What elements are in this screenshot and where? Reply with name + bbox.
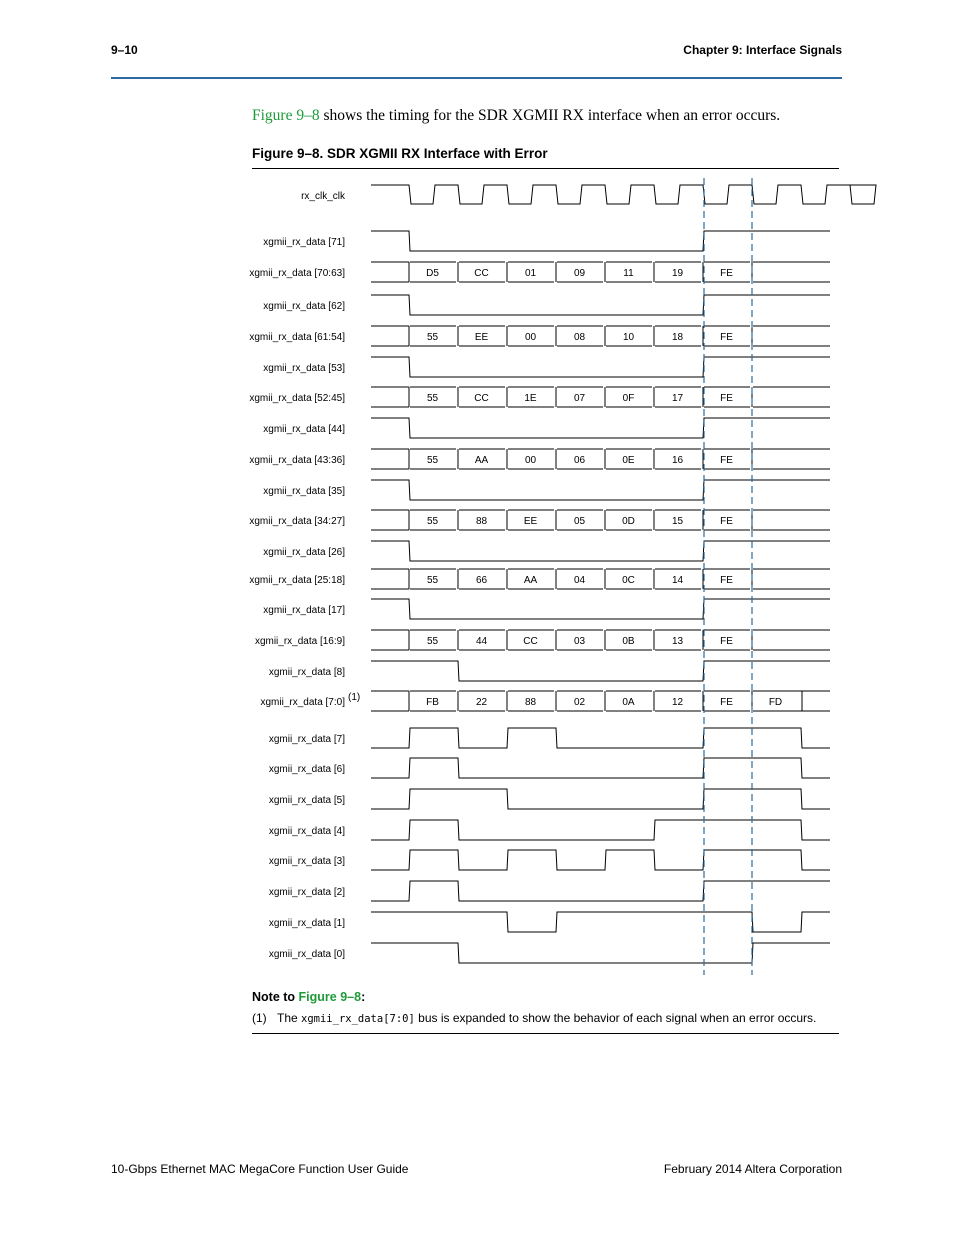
bit-waveform <box>371 943 830 963</box>
bus-value: 88 <box>524 697 537 708</box>
signal-label: xgmii_rx_data [62] <box>263 301 345 312</box>
bus-value: FE <box>720 332 733 343</box>
bus-value: 17 <box>671 393 684 404</box>
bus-value: 55 <box>426 575 439 586</box>
bit-waveform <box>371 295 830 315</box>
signal-label: xgmii_rx_data [34:27] <box>249 516 345 527</box>
bus-value: 1E <box>524 393 537 404</box>
note-code: xgmii_rx_data[7:0] <box>301 1013 415 1025</box>
bus-value: 66 <box>475 575 488 586</box>
bus-value: 0C <box>622 575 635 586</box>
signal-label: xgmii_rx_data [1] <box>268 918 345 929</box>
bit-waveform <box>371 850 830 870</box>
bus-value: 19 <box>671 268 684 279</box>
signal-label: xgmii_rx_data [25:18] <box>249 575 345 586</box>
signal-label: xgmii_rx_data [16:9] <box>254 636 345 647</box>
signal-label: xgmii_rx_data [7] <box>268 734 345 745</box>
bus-value: 01 <box>524 268 537 279</box>
bus-value: 55 <box>426 516 439 527</box>
bus-value: 14 <box>671 575 684 586</box>
signal-label: xgmii_rx_data [43:36] <box>249 455 345 466</box>
bus-value: FE <box>720 455 733 466</box>
page-number: 9–10 <box>111 43 138 57</box>
bus-value: 55 <box>426 455 439 466</box>
signal-label: xgmii_rx_data [70:63] <box>249 268 345 279</box>
chapter-title: Chapter 9: Interface Signals <box>683 43 842 57</box>
bus-value: 0E <box>622 455 635 466</box>
bit-waveform <box>371 541 830 561</box>
note-bottom-rule <box>252 1033 839 1034</box>
bus-value: 15 <box>671 516 684 527</box>
bus-value: 12 <box>671 697 684 708</box>
bit-waveform <box>371 789 830 809</box>
footer-guide-title: 10-Gbps Ethernet MAC MegaCore Function User Guide <box>111 1162 409 1176</box>
bit-waveform <box>371 231 830 251</box>
signal-label: xgmii_rx_data [0] <box>268 949 345 960</box>
signal-label: xgmii_rx_data [5] <box>268 795 345 806</box>
bus-value: AA <box>474 455 489 466</box>
intro-text: shows the timing for the SDR XGMII RX interface when an error occurs. <box>319 107 781 124</box>
note-figure-link[interactable]: Figure 9–8 <box>298 990 362 1004</box>
bus-value: D5 <box>426 268 439 279</box>
signal-label: xgmii_rx_data [4] <box>268 826 345 837</box>
bus-value: FE <box>720 393 733 404</box>
bus-value: 13 <box>671 636 684 647</box>
footer-date-company: February 2014 Altera Corporation <box>663 1162 842 1176</box>
bus-value: 00 <box>524 455 537 466</box>
bit-waveform <box>371 758 830 778</box>
signal-label: xgmii_rx_data [2] <box>268 887 345 898</box>
bus-value: FD <box>768 697 783 708</box>
bus-value: AA <box>523 575 538 586</box>
bus-value: FE <box>720 636 733 647</box>
bus-value: CC <box>474 268 489 279</box>
bus-value: 16 <box>671 455 684 466</box>
bit-waveform <box>371 728 830 748</box>
note-title-suffix: : <box>361 990 366 1004</box>
bus-value: 22 <box>475 697 488 708</box>
bit-waveform <box>371 661 830 681</box>
bus-value: 88 <box>475 516 488 527</box>
bus-value: FB <box>426 697 439 708</box>
bus-value: 18 <box>671 332 684 343</box>
signal-label: xgmii_rx_data [26] <box>263 547 345 558</box>
bus-value: FE <box>720 516 733 527</box>
bit-waveform <box>371 599 830 619</box>
bus-value: EE <box>523 516 538 527</box>
figure-title: Figure 9–8. SDR XGMII RX Interface with Error <box>252 146 548 161</box>
bus-value: CC <box>523 636 538 647</box>
note-text-before: The <box>277 1011 302 1025</box>
bus-value: FE <box>720 575 733 586</box>
signal-label: xgmii_rx_data [3] <box>268 856 345 867</box>
signal-label: xgmii_rx_data [6] <box>268 764 345 775</box>
bus-value: 0D <box>622 516 635 527</box>
signal-label: xgmii_rx_data [8] <box>268 667 345 678</box>
bus-value: 00 <box>524 332 537 343</box>
signal-label: xgmii_rx_data [17] <box>263 605 345 616</box>
clock-waveform <box>371 185 876 204</box>
bus-value: 08 <box>573 332 586 343</box>
bus-value: 07 <box>573 393 586 404</box>
bus-value: CC <box>474 393 489 404</box>
bus-value: 03 <box>573 636 586 647</box>
signal-label: xgmii_rx_data [7:0] <box>260 697 345 708</box>
bus-value: 55 <box>426 636 439 647</box>
bit-waveform <box>371 912 830 932</box>
note-number: (1) <box>252 1011 267 1025</box>
signal-label: xgmii_rx_data [44] <box>263 424 345 435</box>
bus-value: 0F <box>622 393 635 404</box>
note-text-after: bus is expanded to show the behavior of each signal when an error occurs. <box>414 1011 817 1025</box>
bus-value: 0B <box>622 636 635 647</box>
bus-value: EE <box>474 332 489 343</box>
bus-value: 04 <box>573 575 586 586</box>
bus-value: 10 <box>622 332 635 343</box>
bit-waveform <box>371 820 830 840</box>
footnote-marker: (1) <box>348 692 361 703</box>
signal-label: xgmii_rx_data [71] <box>263 237 345 248</box>
bus-value: 44 <box>475 636 488 647</box>
bit-waveform <box>371 357 830 377</box>
clock-label: rx_clk_clk <box>301 191 345 202</box>
bus-value: FE <box>720 268 733 279</box>
bus-value: 05 <box>573 516 586 527</box>
note-item <box>252 1011 816 1025</box>
note-title <box>252 990 365 1004</box>
signal-label: xgmii_rx_data [61:54] <box>249 332 345 343</box>
bus-value: 55 <box>426 332 439 343</box>
bus-value: 11 <box>623 268 634 279</box>
bus-value: 09 <box>573 268 586 279</box>
bus-value: 55 <box>426 393 439 404</box>
signal-label: xgmii_rx_data [35] <box>263 486 345 497</box>
bus-value: 06 <box>573 455 586 466</box>
note-title-prefix: Note to <box>252 990 299 1004</box>
bus-value: FE <box>720 697 733 708</box>
bus-value: 02 <box>573 697 586 708</box>
signal-label: xgmii_rx_data [52:45] <box>249 393 345 404</box>
bit-waveform <box>371 480 830 500</box>
bus-value: 0A <box>622 697 635 708</box>
bit-waveform <box>371 881 830 901</box>
figure-link[interactable]: Figure 9–8 <box>252 107 320 124</box>
signal-label: xgmii_rx_data [53] <box>263 363 345 374</box>
bit-waveform <box>371 418 830 438</box>
